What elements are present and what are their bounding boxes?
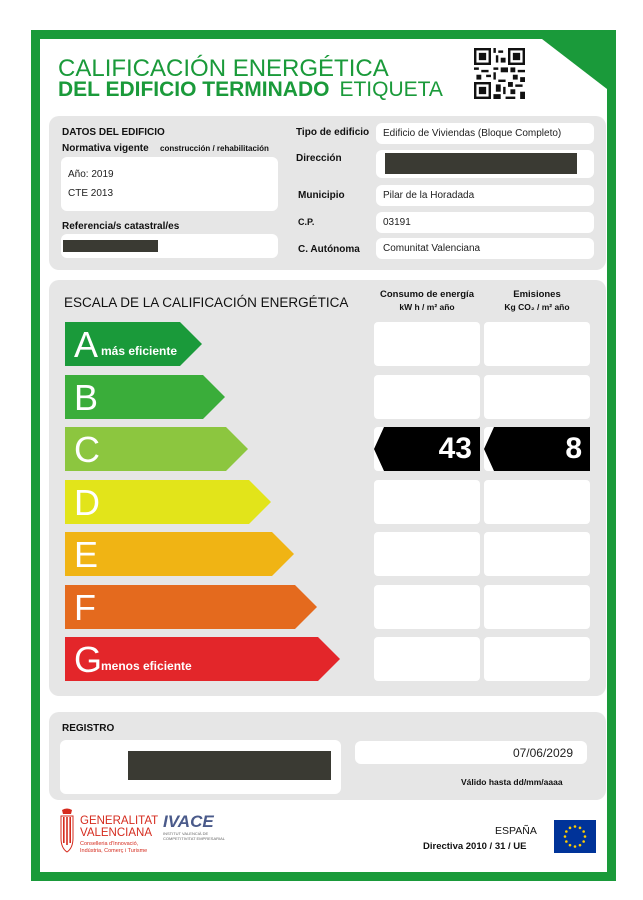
ivace-sub-1: INSTITUT VALENCIÀ DE bbox=[163, 831, 209, 836]
municipio-field: Pilar de la Horadada bbox=[376, 185, 594, 206]
emisiones-cell-e bbox=[484, 532, 590, 576]
emisiones-marker-value: 8 bbox=[565, 432, 582, 465]
emisiones-cell-d bbox=[484, 480, 590, 524]
grade-arrow-b bbox=[65, 375, 227, 419]
consumo-marker-value: 43 bbox=[438, 432, 472, 465]
emisiones-cell-b bbox=[484, 375, 590, 419]
eu-star bbox=[564, 835, 567, 838]
registro-redaction bbox=[128, 751, 331, 780]
direccion-label: Dirección bbox=[296, 153, 342, 164]
normativa-year: Año: 2019 bbox=[68, 169, 114, 180]
consumo-header bbox=[374, 289, 480, 313]
title-line-2-text: DEL EDIFICIO TERMINADO bbox=[58, 78, 330, 101]
consumo-label: Consumo de energía bbox=[380, 289, 474, 300]
eu-star bbox=[565, 830, 568, 833]
gv-sub-2: Indústria, Comerç i Turisme bbox=[80, 848, 148, 854]
gv-line-1: GENERALITAT bbox=[80, 815, 159, 827]
consumo-cell-g bbox=[374, 637, 480, 681]
eu-star bbox=[569, 827, 572, 830]
grade-letter: E bbox=[74, 534, 99, 575]
ivace-wordmark: IVACE bbox=[163, 812, 214, 831]
grade-letter: C bbox=[74, 429, 100, 470]
consumo-cell-a bbox=[374, 322, 480, 366]
consumo-cell-d bbox=[374, 480, 480, 524]
normativa-label: Normativa vigente bbox=[62, 143, 149, 154]
municipio-label: Municipio bbox=[298, 190, 345, 201]
eu-star bbox=[565, 840, 568, 843]
eu-star bbox=[579, 827, 582, 830]
ivace-sub-2: COMPETITIVITAT EMPRESARIAL bbox=[163, 836, 226, 841]
grade-letter: F bbox=[74, 587, 96, 628]
normativa-standard: CTE 2013 bbox=[68, 188, 114, 199]
cp-field: 03191 bbox=[376, 212, 594, 233]
country-label: ESPAÑA bbox=[495, 825, 537, 837]
gv-sub-1: Conselleria d'Innovació, bbox=[80, 841, 139, 847]
consumo-cell-b bbox=[374, 375, 480, 419]
building-section-title: DATOS DEL EDIFICIO bbox=[62, 127, 165, 138]
grade-letter: B bbox=[74, 377, 99, 418]
eu-star bbox=[574, 845, 577, 848]
grade-arrow-a bbox=[65, 322, 204, 366]
emisiones-cell-f bbox=[484, 585, 590, 629]
eu-star bbox=[579, 844, 582, 847]
normativa-sub-label: construcción / rehabilitación bbox=[160, 144, 269, 153]
consumo-cell-e bbox=[374, 532, 480, 576]
grade-note: más eficiente bbox=[101, 344, 178, 358]
etiqueta-word: ETIQUETA bbox=[339, 78, 443, 101]
grade-note: menos eficiente bbox=[101, 659, 192, 673]
valid-date-field: 07/06/2029 bbox=[355, 741, 587, 764]
gv-line-2: VALENCIANA bbox=[80, 827, 153, 839]
eu-star bbox=[574, 825, 577, 828]
generalitat-shield-icon bbox=[58, 808, 76, 853]
eu-star bbox=[582, 840, 585, 843]
title-line-1: CALIFICACIÓN ENERGÉTICA bbox=[58, 55, 389, 82]
directive-label: Directiva 2010 / 31 / UE bbox=[423, 841, 527, 852]
autonoma-label: C. Autónoma bbox=[298, 244, 360, 255]
ivace-logo bbox=[163, 813, 225, 841]
autonoma-field: Comunitat Valenciana bbox=[376, 238, 594, 259]
tipo-label: Tipo de edificio bbox=[296, 127, 370, 138]
valid-until-label: Válido hasta dd/mm/aaaa bbox=[461, 777, 563, 787]
qr-code-icon bbox=[474, 48, 525, 99]
cp-label: C.P. bbox=[298, 217, 315, 227]
consumo-marker bbox=[374, 427, 480, 471]
grade-arrow-e bbox=[65, 532, 296, 576]
emisiones-cell-a bbox=[484, 322, 590, 366]
eu-flag-icon bbox=[554, 820, 596, 853]
catastral-redaction bbox=[63, 240, 158, 252]
emisiones-label: Emisiones bbox=[513, 289, 561, 300]
normativa-field bbox=[61, 157, 278, 211]
direccion-redaction bbox=[385, 153, 577, 174]
eu-star bbox=[582, 830, 585, 833]
consumo-unit: kW h / m² año bbox=[399, 302, 455, 312]
eu-star bbox=[584, 835, 587, 838]
emisiones-unit: Kg CO₂ / m² año bbox=[504, 302, 570, 312]
scale-title: ESCALA DE LA CALIFICACIÓN ENERGÉTICA bbox=[64, 295, 349, 310]
grade-letter: D bbox=[74, 482, 100, 523]
grade-arrow-c bbox=[65, 427, 250, 471]
grade-arrow-f bbox=[65, 585, 319, 629]
tipo-field: Edificio de Viviendas (Bloque Completo) bbox=[376, 123, 594, 144]
title-line-2 bbox=[58, 78, 443, 102]
catastral-label: Referencia/s catastral/es bbox=[62, 221, 180, 232]
grade-arrow-g bbox=[65, 637, 342, 681]
emisiones-cell-g bbox=[484, 637, 590, 681]
eu-star bbox=[569, 844, 572, 847]
emisiones-marker bbox=[484, 427, 590, 471]
consumo-cell-f bbox=[374, 585, 480, 629]
grade-letter: G bbox=[74, 639, 103, 680]
registro-label: REGISTRO bbox=[62, 723, 115, 734]
generalitat-logo-text bbox=[80, 815, 158, 855]
emisiones-header bbox=[484, 289, 590, 313]
grade-letter: A bbox=[74, 324, 99, 365]
grade-arrow-d bbox=[65, 480, 273, 524]
